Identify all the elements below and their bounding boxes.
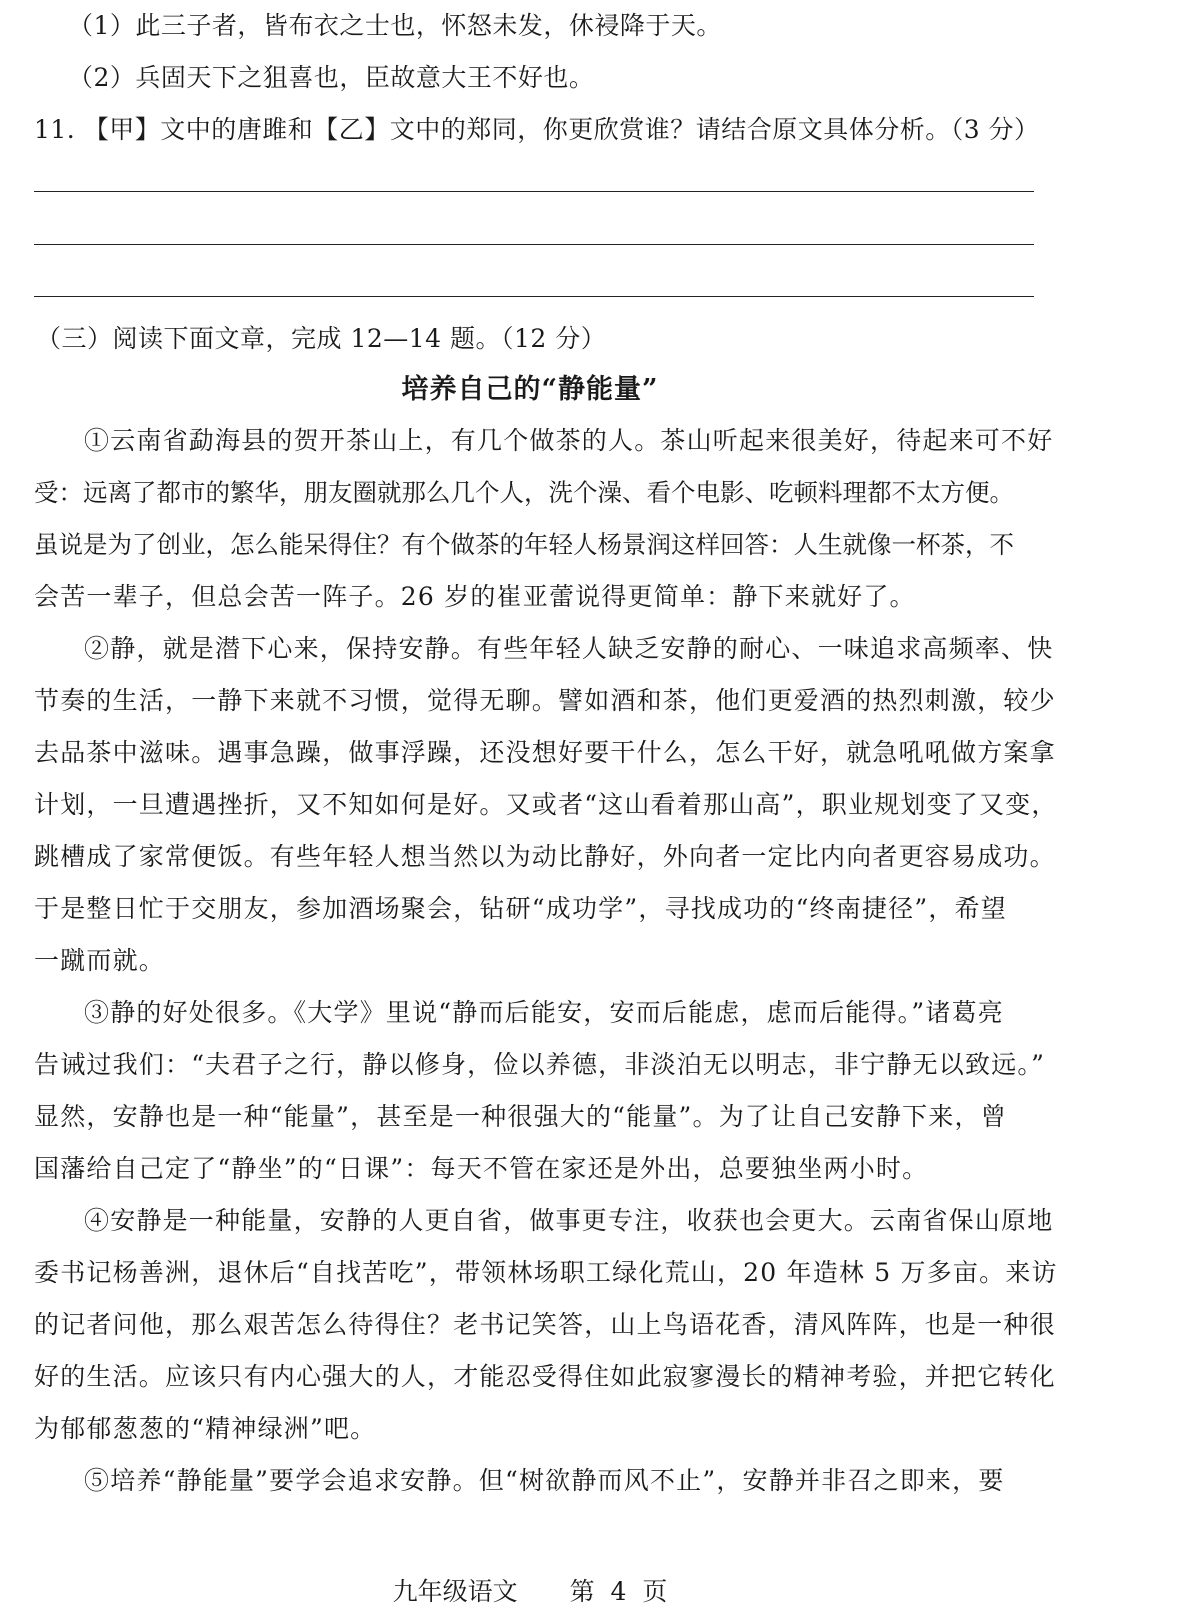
article-line: 的记者问他，那么艰苦怎么待得住？老书记笑答，山上鸟语花香，清风阵阵，也是一种很: [34, 1310, 1056, 1339]
footer-page-prefix: 第: [569, 1577, 595, 1606]
article-line: 一蹴而就。: [34, 946, 166, 975]
article-line: ③静的好处很多。《大学》里说“静而后能安，安而后能虑，虑而后能得。”诸葛亮: [84, 998, 1004, 1027]
article-line: 国藩给自己定了“静坐”的“日课”：每天不管在家还是外出，总要独坐两小时。: [34, 1154, 929, 1183]
article-line: 告诫过我们：“夫君子之行，静以修身，俭以养德，非淡泊无以明志，非宁静无以致远。”: [34, 1050, 1046, 1079]
article-line: ②静，就是潜下心来，保持安静。有些年轻人缺乏安静的耐心、一味追求高频率、快: [84, 634, 1054, 663]
article-line: 会苦一辈子，但总会苦一阵子。26 岁的崔亚蕾说得更简单：静下来就好了。: [34, 582, 916, 611]
footer-page-suffix: 页: [642, 1577, 668, 1606]
article-line: ①云南省勐海县的贺开茶山上，有几个做茶的人。茶山听起来很美好，待起来可不好: [84, 426, 1054, 455]
article-line: 于是整日忙于交朋友，参加酒场聚会，钻研“成功学”，寻找成功的“终南捷径”，希望: [34, 894, 1007, 923]
article-line: 去品茶中滋味。遇事急躁，做事浮躁，还没想好要干什么，怎么干好，就急吼吼做方案拿: [34, 738, 1056, 767]
article-line: ⑤培养“静能量”要学会追求安静。但“树欲静而风不止”，安静并非召之即来，要: [84, 1466, 1005, 1495]
question-10-item-2: （2）兵固天下之狙喜也，臣故意大王不好也。: [68, 63, 595, 92]
article-line: 计划，一旦遭遇挫折，又不知如何是好。又或者“这山看着那山高”，职业规划变了又变，: [34, 790, 1058, 819]
article-line: 显然，安静也是一种“能量”，甚至是一种很强大的“能量”。为了让自己安静下来，曾: [34, 1102, 1007, 1131]
question-11: 11. 【甲】文中的唐雎和【乙】文中的郑同，你更欣赏谁？请结合原文具体分析。（3 分）: [34, 115, 1040, 144]
section-3-heading: （三）阅读下面文章，完成 12—14 题。（12 分）: [36, 324, 607, 353]
footer-grade: 九年级语文: [392, 1577, 518, 1606]
article-line: 委书记杨善洲，退休后“自找苦吃”，带领林场职工绿化荒山，20 年造林 5 万多亩。来访: [34, 1258, 1058, 1287]
answer-line-2[interactable]: [34, 244, 1034, 245]
article-line: 为郁郁葱葱的“精神绿洲”吧。: [34, 1414, 377, 1443]
page-footer: [0, 1576, 1060, 1608]
answer-line-3[interactable]: [34, 296, 1034, 297]
answer-line-1[interactable]: [34, 191, 1034, 192]
article-line: 跳槽成了家常便饭。有些年轻人想当然以为动比静好，外向者一定比内向者更容易成功。: [34, 842, 1056, 871]
article-line: 好的生活。应该只有内心强大的人，才能忍受得住如此寂寥漫长的精神考验，并把它转化: [34, 1362, 1056, 1391]
footer-page-number: 4: [610, 1577, 627, 1606]
article-line: ④安静是一种能量，安静的人更自省，做事更专注，收获也会更大。云南省保山原地: [84, 1206, 1054, 1235]
article-line: 节奏的生活，一静下来就不习惯，觉得无聊。譬如酒和茶，他们更爱酒的热烈刺激，较少: [34, 686, 1056, 715]
article-line: 受：远离了都市的繁华，朋友圈就那么几个人，洗个澡、看个电影、吃顿料理都不太方便。: [34, 478, 1014, 507]
article-title: 培养自己的“静能量”: [401, 374, 659, 405]
article-line: 虽说是为了创业，怎么能呆得住？有个做茶的年轻人杨景润这样回答：人生就像一杯茶，不: [34, 530, 1014, 559]
question-10-item-1: （1）此三子者，皆布衣之士也，怀怒未发，休祲降于天。: [68, 11, 722, 40]
